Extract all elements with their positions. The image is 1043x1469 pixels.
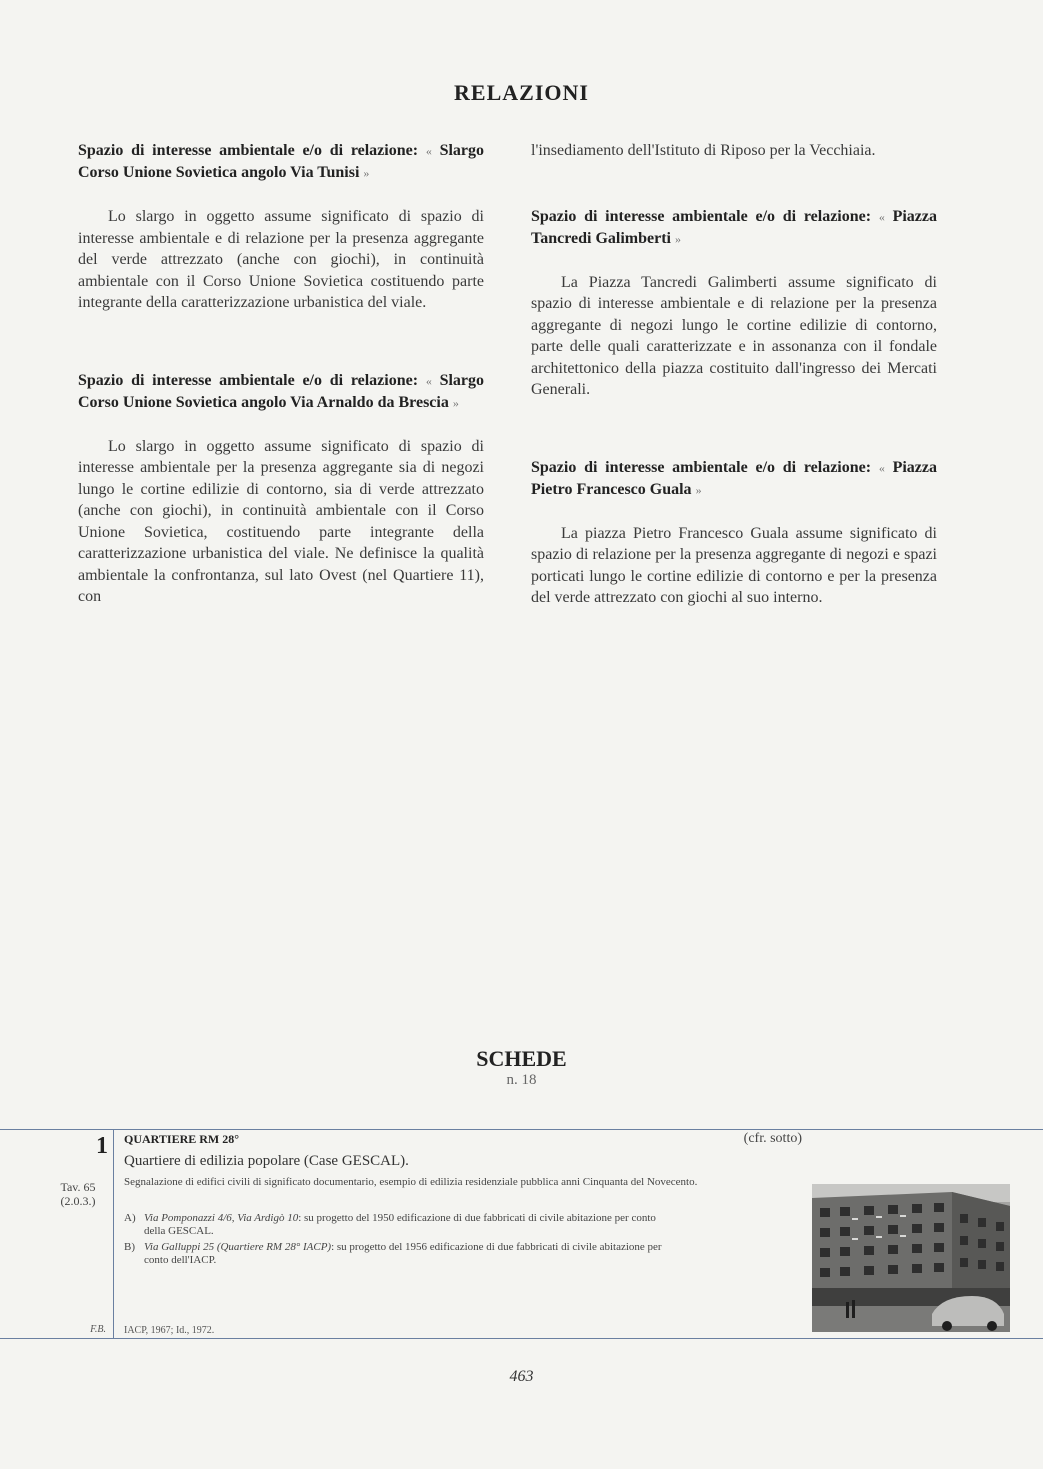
building-photo-image: [812, 1184, 1010, 1332]
section-tunisi: [78, 140, 484, 314]
card-heading: QUARTIERE RM 28°: [124, 1132, 240, 1146]
card-cfr: (cfr. sotto): [743, 1131, 802, 1146]
card-references: IACP, 1967; Id., 1972.: [124, 1325, 215, 1336]
section-body: La Piazza Tancredi Galimberti assume significato di spazio di interesse ambientale e di relazione per la presenza aggregante di negozi lungo le cortine edilizie di contorno, parte delle quali caratterizzate e in assonanza con il fondale architettonico della piazza costituito dall'ingresso dei Mercati Generali.: [531, 273, 937, 398]
section-heading: Spazio di interesse ambientale e/o di relazione: « Piazza Pietro Francesco Guala »: [531, 458, 937, 498]
card-author: F.B.: [90, 1324, 106, 1335]
card-number: 1: [96, 1133, 108, 1159]
section-body: Lo slargo in oggetto assume significato di spazio di interesse ambientale per la presenza aggregante sia di negozi lungo le cortine edilizie di contorno, sia di verde attrezzato (anche con giochi), in continuità ambientale con il Corso Unione Sovietica, costituendo parte integrante della caratterizzazione urbanistica del viale. Ne definisce la qualità ambientale la confrontanza, sul lato Ovest (nel Quartiere 11), con: [78, 437, 484, 605]
section-subject: Piazza Tancredi Galimberti: [531, 207, 937, 247]
schede-title: SCHEDE: [476, 1046, 567, 1071]
card-tav: Tav. 65 (2.0.3.): [60, 1180, 96, 1208]
section-guala: [531, 457, 937, 609]
card-divider: [113, 1129, 114, 1338]
section-heading: Spazio di interesse ambientale e/o di relazione: « Piazza Tancredi Galimberti »: [531, 207, 937, 247]
card-item-a: A) Via Pomponazzi 4/6, Via Ardigò 10: su progetto del 1950 edificazione di due fabbricati di civile abitazione per conto della GESCAL.: [124, 1212, 656, 1237]
page-title: RELAZIONI: [454, 80, 589, 105]
section-heading: Spazio di interesse ambientale e/o di relazione: « Slargo Corso Unione Sovietica angolo Via Arnaldo da Brescia »: [78, 371, 485, 411]
card-item-b: B) Via Galluppi 25 (Quartiere RM 28° IACP): su progetto del 1956 edificazione di due fabbricati di civile abitazione per conto dell'IACP.: [124, 1241, 662, 1266]
card-subtitle: Quartiere di edilizia popolare (Case GESCAL).: [124, 1153, 409, 1169]
section-body-continuation: l'insediamento dell'Istituto di Riposo per la Vecchiaia.: [531, 142, 876, 159]
card-description: Segnalazione di edifici civili di significato documentario, esempio di edilizia residenziale pubblica anni Cinquanta del Novecento.: [124, 1176, 698, 1188]
section-subject: Slargo Corso Unione Sovietica angolo Via Arnaldo da Brescia: [78, 371, 485, 411]
section-heading: Spazio di interesse ambientale e/o di relazione: « Slargo Corso Unione Sovietica angolo Via Tunisi »: [78, 142, 485, 181]
section-subject: Piazza Pietro Francesco Guala: [531, 458, 937, 498]
right-column: [531, 140, 937, 609]
card-bottom-rule: [0, 1338, 1043, 1339]
page-number: 463: [509, 1368, 534, 1385]
building-photo: [812, 1184, 1010, 1332]
section-subject: Slargo Corso Unione Sovietica angolo Via Tunisi: [78, 142, 485, 181]
left-column: [78, 140, 484, 608]
schede-number: n. 18: [506, 1072, 537, 1088]
section-body: Lo slargo in oggetto assume significato di spazio di interesse ambientale e di relazione per la presenza aggregante del verde attrezzato (anche con giochi), in continuità ambientale con il Corso Unione Sovietica costituendo parte integrante della caratterizzazione urbanistica del viale.: [78, 208, 484, 311]
section-galimberti: [531, 206, 937, 401]
section-arnaldo: [78, 370, 484, 608]
card-top-rule: [0, 1129, 1043, 1130]
section-body: La piazza Pietro Francesco Guala assume significato di spazio di relazione per la presenza aggregante di negozi e spazi porticati lungo le cortine edilizie di contorno e per la presenza del verde attrezzato con giochi al suo interno.: [531, 524, 937, 606]
